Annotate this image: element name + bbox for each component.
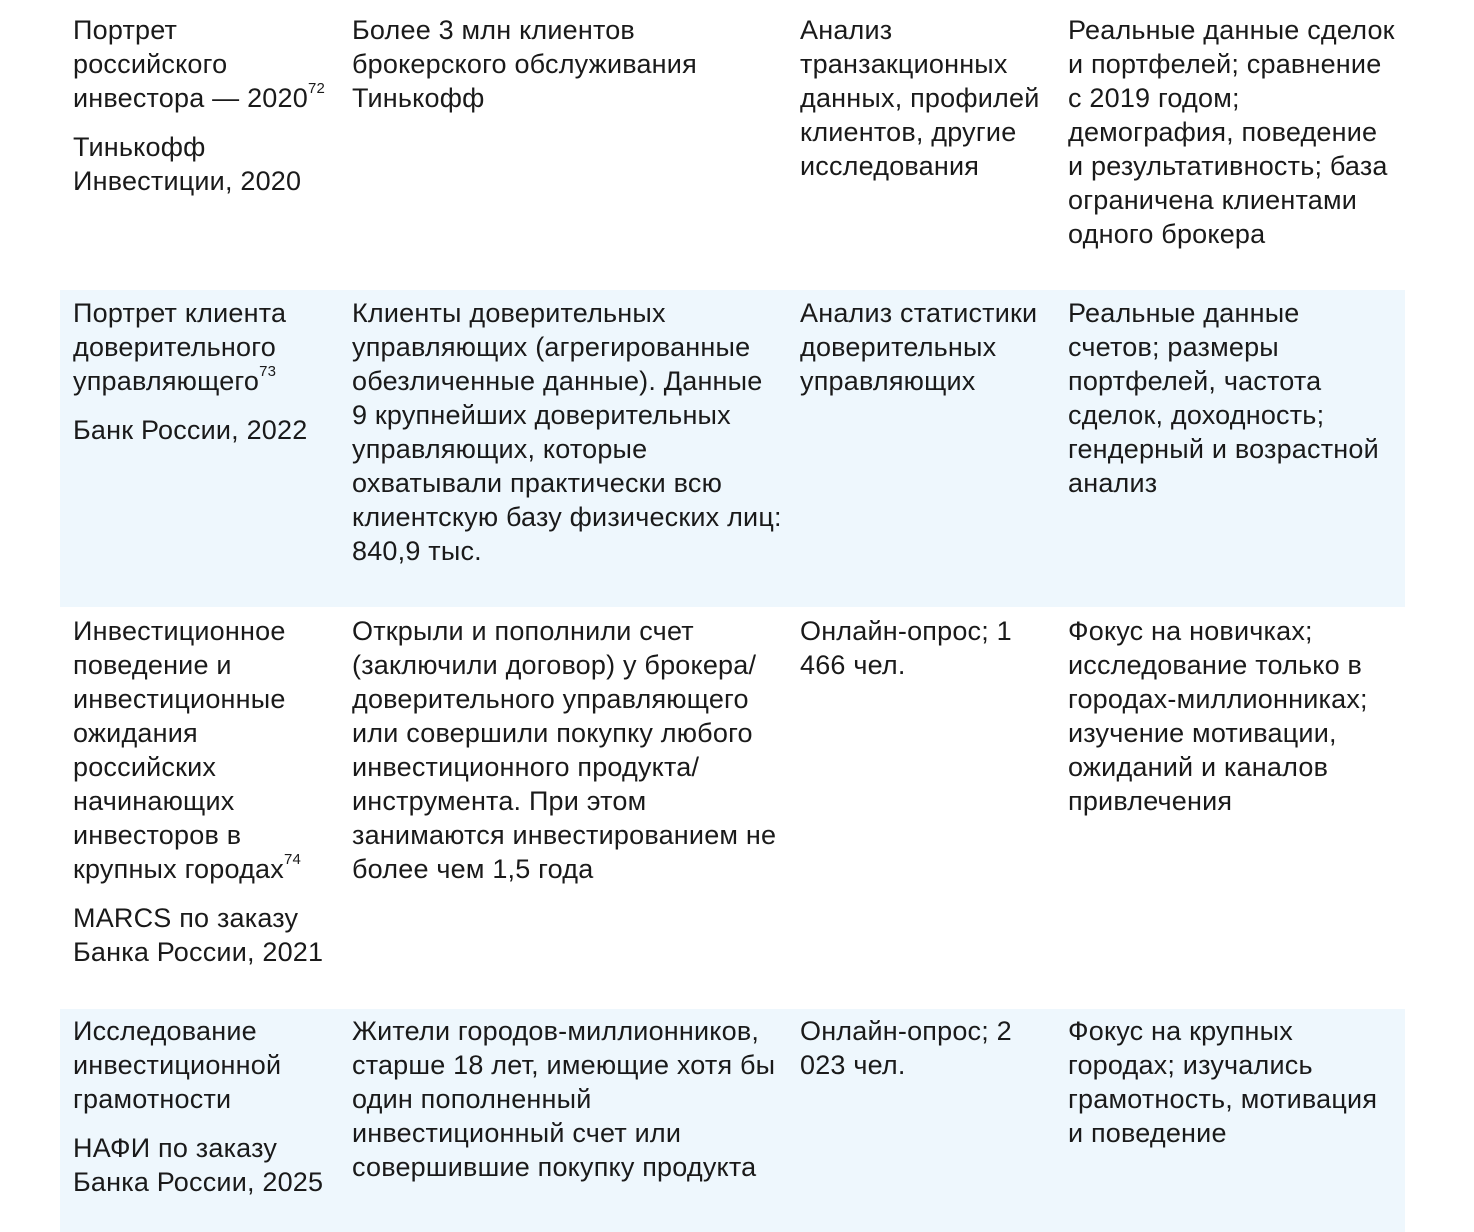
study-title: Инвестиционное поведение и инвестиционные ожидания российских начинающих инвесторов в крупных городах$^{74}$ xyxy=(73,616,302,884)
features-text: Реальные данные счетов; размеры портфелей, частота сделок, доходность; гендерный и возрастной анализ xyxy=(1068,298,1379,498)
study-source: MARCS по заказу Банка России, 2021 xyxy=(73,903,324,967)
sample-cell xyxy=(352,13,782,115)
method-text: Анализ транзакционных данных, профилей клиентов, другие исследования xyxy=(800,15,1040,181)
method-text: Онлайн-опрос; 1 466 чел. xyxy=(800,616,1012,680)
sample-text: Открыли и пополнили счет (заключили договор) у брокера/доверительного управляющего или совершили покупку любого инвестиционного продукта/ инструмента. При этом занимаются инвестированием не более чем 1,5 года xyxy=(352,616,777,884)
features-text: Реальные данные сделок и портфелей; сравнение с 2019 годом; демография, поведение и результативность; база ограничена клиентами одного брокера xyxy=(1068,15,1395,249)
study-source: НАФИ по заказу Банка России, 2025 xyxy=(73,1133,324,1197)
footnote-marker: 74 xyxy=(283,851,302,868)
method-text: Анализ статистики доверительных управляющих xyxy=(800,298,1038,396)
features-cell xyxy=(1068,614,1398,818)
method-cell xyxy=(800,296,1040,398)
features-text: Фокус на новичках; исследование только в городах-миллионниках; изучение мотивации, ожиданий и каналов привлечения xyxy=(1068,616,1368,816)
method-text: Онлайн-опрос; 2 023 чел. xyxy=(800,1016,1012,1080)
study-title: Исследование инвестиционной грамотности xyxy=(73,1016,282,1114)
study-source: Банк России, 2022 xyxy=(73,415,308,445)
footnote-marker: 72 xyxy=(307,80,326,97)
features-text: Фокус на крупных городах; изучались грамотность, мотивация и поведение xyxy=(1068,1016,1378,1148)
method-cell xyxy=(800,1014,1040,1082)
footnote-marker: 73 xyxy=(259,363,277,380)
table-row xyxy=(60,607,1405,1009)
method-cell xyxy=(800,13,1040,183)
method-cell xyxy=(800,614,1040,682)
sample-text: Жители городов-миллионников, старше 18 лет, имеющие хотя бы один пополненный инвестиционный счет или совершившие покупку продукта xyxy=(352,1016,776,1182)
study-cell xyxy=(73,296,335,447)
sample-text: Клиенты доверительных управляющих (агрегированные обезличенные данные). Данные 9 крупнейших доверительных управляющих, которые охватывали практически всю клиентскую базу физических лиц: 840,9 тыс. xyxy=(352,298,782,566)
sample-text: Более 3 млн клиентов брокерского обслуживания Тинькофф xyxy=(352,15,697,113)
sample-cell xyxy=(352,296,782,568)
features-cell xyxy=(1068,13,1398,251)
study-cell xyxy=(73,13,335,198)
study-title: Портрет российского инвестора — 2020$^{72}$ xyxy=(73,15,326,113)
table-row xyxy=(60,0,1405,290)
features-cell xyxy=(1068,1014,1398,1150)
table-row xyxy=(60,290,1405,607)
table-row xyxy=(60,1009,1405,1232)
features-cell xyxy=(1068,296,1398,500)
study-title: Портрет клиента доверительного управляющего$^{73}$ xyxy=(73,298,287,396)
sample-cell xyxy=(352,1014,782,1184)
sample-cell xyxy=(352,614,782,886)
study-source: Тинькофф Инвестиции, 2020 xyxy=(73,132,302,196)
study-cell xyxy=(73,614,335,969)
research-table xyxy=(60,0,1405,1232)
study-cell xyxy=(73,1014,335,1199)
